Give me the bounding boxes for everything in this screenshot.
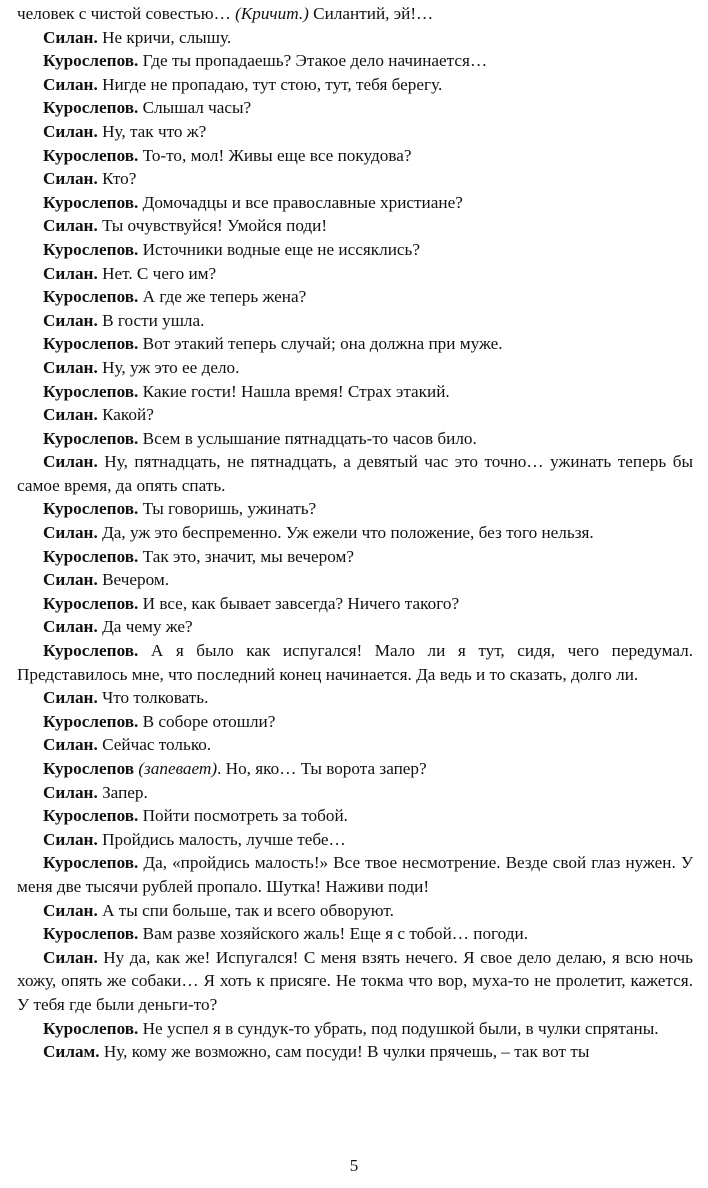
speaker-name: Курослепов. [43, 239, 139, 259]
dialogue-line [17, 309, 693, 333]
dialogue-line [17, 733, 693, 757]
line-text: Кто? [97, 169, 137, 189]
line-text: Ну, пятнадцать, не пятнадцать, а девятый час это точно… ужинать теперь бы самое время, да опять спать. [17, 452, 693, 495]
dialogue-line [17, 521, 693, 545]
dialogue-line [17, 639, 693, 686]
speaker-name: Курослепов. [43, 499, 139, 519]
speaker-name: Силан. [43, 216, 98, 236]
dialogue-line [17, 568, 693, 592]
speaker-name: Курослепов. [43, 51, 139, 71]
speaker-name: Силан. [43, 405, 98, 425]
line-text: И все, как бывает завсегда? Ничего такого? [138, 593, 460, 613]
line-text: В гости ушла. [97, 310, 205, 330]
speaker-name: Силан. [43, 947, 98, 967]
stage-direction: (запевает) [138, 759, 218, 778]
dialogue-line [17, 238, 693, 262]
line-text: Ты говоришь, ужинать? [138, 499, 317, 519]
speaker-name: Силан. [43, 74, 98, 94]
line-text: Ну да, как же! Испугался! С меня взять нечего. Я свое дело делаю, я всю ночь хожу, опять же собаки… Я хоть к присяге. Не токма что вор, муха-то не пролетит, кажется. У тебя где были деньги-то? [17, 947, 693, 1014]
line-text: Где ты пропадаешь? Этакое дело начинается… [138, 51, 488, 71]
speaker-name: Силан. [43, 570, 98, 590]
page-number: 5 [349, 1156, 359, 1175]
dialogue-line [17, 167, 693, 191]
line-text: Вечером. [97, 570, 170, 590]
line-text: Да чему же? [97, 617, 193, 637]
dialogue-line [17, 285, 693, 309]
speaker-name: Курослепов. [43, 806, 139, 826]
dialogue-line [17, 615, 693, 639]
dialogue-line [17, 332, 693, 356]
dialogue-line [17, 804, 693, 828]
line-text: Всем в услышание пятнадцать-то часов било. [138, 428, 477, 448]
speaker-name: Курослепов [43, 759, 135, 778]
dialogue-line [17, 120, 693, 144]
dialogue-line [17, 946, 693, 1017]
speaker-name: Силан. [43, 617, 98, 637]
line-text: Пойти посмотреть за тобой. [138, 806, 348, 826]
dialogue-line [17, 2, 693, 26]
line-text: Ну, кому же возможно, сам посуди! В чулки прячешь, – так вот ты [99, 1042, 590, 1062]
line-text: Вот этакий теперь случай; она должна при муже. [138, 334, 503, 354]
dialogue-line [17, 26, 693, 50]
dialogue-line [17, 757, 693, 781]
dialogue-line [17, 781, 693, 805]
line-text: Вам разве хозяйского жаль! Еще я с тобой… погоди. [138, 924, 529, 944]
speaker-name: Силан. [43, 688, 98, 708]
speaker-name: Курослепов. [43, 924, 139, 944]
line-text: Нет. С чего им? [97, 263, 217, 283]
speaker-name: Силан. [43, 357, 98, 377]
line-text: Домочадцы и все православные христиане? [138, 192, 463, 212]
dialogue-line [17, 1040, 693, 1064]
speaker-name: Курослепов. [43, 641, 139, 661]
line-text: А где же теперь жена? [138, 287, 307, 307]
dialogue-line [17, 851, 693, 898]
speaker-name: Силан. [43, 782, 98, 802]
speaker-name: Курослепов. [43, 381, 139, 401]
speaker-name: Курослепов. [43, 98, 139, 118]
line-text: человек с чистой совестью… [17, 4, 236, 23]
speaker-name: Курослепов. [43, 593, 139, 613]
dialogue-line [17, 686, 693, 710]
dialogue-line [17, 710, 693, 734]
speaker-name: Курослепов. [43, 287, 139, 307]
dialogue-line [17, 828, 693, 852]
speaker-name: Курослепов. [43, 428, 139, 448]
speaker-name: Силан. [43, 169, 98, 189]
dialogue-line [17, 96, 693, 120]
stage-direction: (Кричит.) [235, 4, 309, 23]
dialogue-line [17, 356, 693, 380]
dialogue-line [17, 49, 693, 73]
speaker-name: Силан. [43, 452, 98, 472]
line-text: Так это, значит, мы вечером? [138, 546, 354, 566]
dialogue-line [17, 144, 693, 168]
dialogue-line [17, 380, 693, 404]
line-text: Сейчас только. [97, 735, 212, 755]
dialogue-line [17, 403, 693, 427]
line-text: Какие гости! Нашла время! Страх этакий. [138, 381, 450, 401]
line-text: То-то, мол! Живы еще все покудова? [138, 145, 412, 165]
line-text: Источники водные еще не иссяклись? [138, 239, 420, 259]
dialogue-line [17, 1017, 693, 1041]
dialogue-line [17, 214, 693, 238]
page-text [17, 2, 693, 1064]
speaker-name: Силам. [43, 1042, 100, 1062]
dialogue-line [17, 899, 693, 923]
line-text: Да, уж это беспременно. Уж ежели что положение, без того нельзя. [97, 523, 594, 543]
line-text: Запер. [97, 782, 148, 802]
line-text: Ты очувствуйся! Умойся поди! [97, 216, 328, 236]
speaker-name: Курослепов. [43, 1018, 139, 1038]
line-text: А ты спи больше, так и всего обворуют. [97, 900, 394, 920]
line-text: . Но, яко… Ты ворота запер? [217, 759, 427, 778]
speaker-name: Силан. [43, 121, 98, 141]
line-text: Пройдись малость, лучше тебе… [97, 829, 346, 849]
line-text: Не кричи, слышу. [97, 27, 232, 47]
dialogue-line [17, 592, 693, 616]
line-text: Нигде не пропадаю, тут стою, тут, тебя берегу. [97, 74, 443, 94]
line-text: В соборе отошли? [138, 711, 276, 731]
line-text: Слышал часы? [138, 98, 252, 118]
dialogue-line [17, 73, 693, 97]
line-text: Не успел я в сундук-то убрать, под подушкой были, в чулки спрятаны. [138, 1018, 659, 1038]
speaker-name: Курослепов. [43, 546, 139, 566]
line-text: Силантий, эй!… [308, 4, 434, 23]
speaker-name: Курослепов. [43, 711, 139, 731]
line-text: Какой? [97, 405, 154, 425]
speaker-name: Силан. [43, 900, 98, 920]
line-text: Ну, так что ж? [97, 121, 207, 141]
speaker-name: Курослепов. [43, 334, 139, 354]
line-text: А я было как испугался! Мало ли я тут, сидя, чего передумал. Представилось мне, что последний конец начинается. Да ведь и то сказать, долго ли. [17, 641, 693, 684]
speaker-name: Силан. [43, 829, 98, 849]
dialogue-line [17, 262, 693, 286]
line-text: Что толковать. [97, 688, 209, 708]
speaker-name: Силан. [43, 27, 98, 47]
speaker-name: Курослепов. [43, 192, 139, 212]
line-text: Ну, уж это ее дело. [97, 357, 240, 377]
speaker-name: Силан. [43, 263, 98, 283]
speaker-name: Силан. [43, 735, 98, 755]
dialogue-line [17, 497, 693, 521]
dialogue-line [17, 191, 693, 215]
speaker-name: Курослепов. [43, 145, 139, 165]
dialogue-line [17, 450, 693, 497]
dialogue-line [17, 545, 693, 569]
dialogue-line [17, 922, 693, 946]
line-text: Да, «пройдись малость!» Все твое несмотрение. Везде свой глаз нужен. У меня две тысячи рублей пропало. Шутка! Наживи поди! [17, 853, 693, 896]
speaker-name: Силан. [43, 523, 98, 543]
speaker-name: Силан. [43, 310, 98, 330]
dialogue-line [17, 427, 693, 451]
speaker-name: Курослепов. [43, 853, 139, 873]
